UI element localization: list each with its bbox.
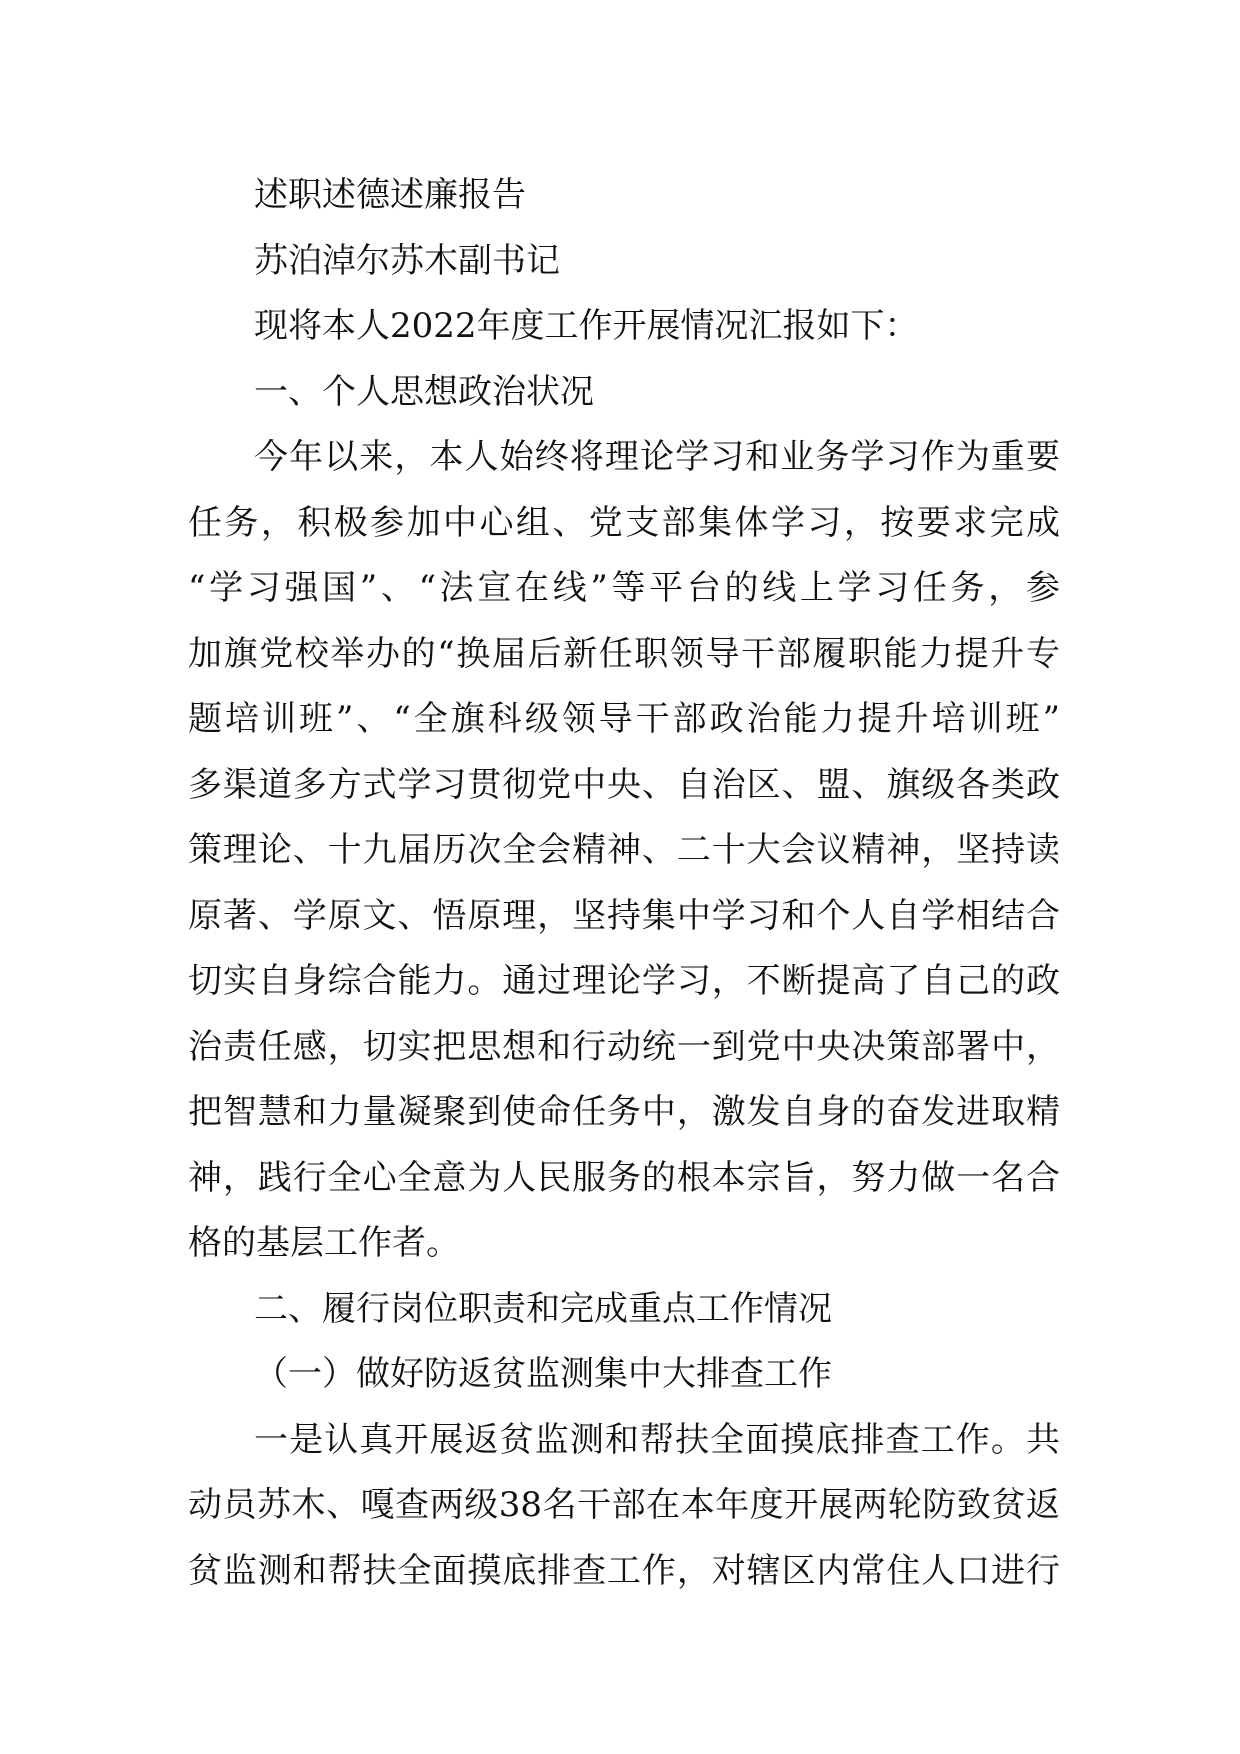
- paragraph-line: 贫监测和帮扶全面摸底排查工作，对辖区内常住人口进行: [188, 1550, 1060, 1591]
- document-title: 述职述德述廉报告: [254, 175, 526, 215]
- subsection-1-paragraph: [188, 1408, 1060, 1605]
- paragraph-line: 动员苏木、嘎查两级38名干部在本年度开展两轮防致贫返: [188, 1485, 1060, 1525]
- paragraph-line: 切实自身综合能力。通过理论学习，不断提高了自己的政: [188, 961, 1060, 1001]
- section-heading-2: 二、履行岗位职责和完成重点工作情况: [254, 1288, 832, 1329]
- paragraph-line: 把智慧和力量凝聚到使命任务中，激发自身的奋发进取精: [188, 1092, 1060, 1132]
- paragraph-line: 任务，积极参加中心组、党支部集体学习，按要求完成: [188, 502, 1060, 543]
- paragraph-line: 一是认真开展返贫监测和帮扶全面摸底排查工作。共: [254, 1419, 1060, 1460]
- paragraph-line: 题培训班”、“全旗科级领导干部政治能力提升培训班”: [188, 699, 1060, 739]
- paragraph-line: 策理论、十九届历次全会精神、二十大会议精神，坚持读: [188, 830, 1060, 870]
- document-body: [188, 163, 1060, 1604]
- author-line: 苏泊淖尔苏木副书记: [254, 240, 560, 281]
- section-heading-1: 一、个人思想政治状况: [254, 371, 594, 412]
- intro-line: 现将本人2022年度工作开展情况汇报如下：: [254, 306, 919, 346]
- subsection-heading-1: （一）做好防返贫监测集中大排查工作: [254, 1354, 832, 1394]
- paragraph-line: “学习强国”、“法宣在线”等平台的线上学习任务，参: [188, 568, 1060, 608]
- paragraph-line: 格的基层工作者。: [188, 1223, 460, 1263]
- paragraph-line: 原著、学原文、悟原理，坚持集中学习和个人自学相结合: [188, 895, 1060, 936]
- section-1-paragraph: [188, 425, 1060, 1277]
- paragraph-line: 多渠道多方式学习贯彻党中央、自治区、盟、旗级各类政: [188, 764, 1060, 805]
- paragraph-line: 治责任感，切实把思想和行动统一到党中央决策部署中，: [188, 1026, 1060, 1067]
- paragraph-line: 今年以来，本人始终将理论学习和业务学习作为重要: [254, 437, 1060, 477]
- paragraph-line: 神，践行全心全意为人民服务的根本宗旨，努力做一名合: [188, 1157, 1060, 1198]
- paragraph-line: 加旗党校举办的“换届后新任职领导干部履职能力提升专: [188, 633, 1060, 674]
